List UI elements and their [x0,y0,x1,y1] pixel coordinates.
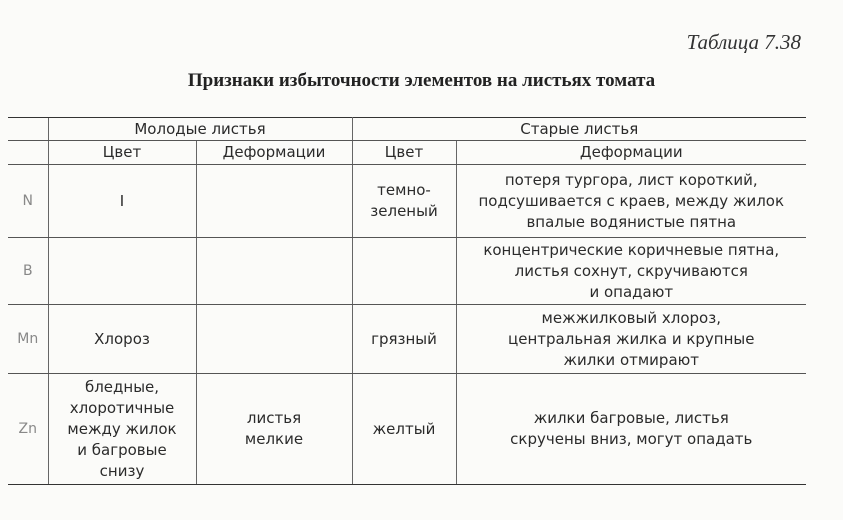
young-color-cell: бледные, хлоротичные между жилок и багровые снизу [48,374,196,485]
old-color-cell: грязный [352,305,456,374]
table-row [8,238,806,305]
old-deformation-cell: межжилковый хлороз, центральная жилка и крупные жилки отмирают [456,305,806,374]
header-old-color: Цвет [352,141,456,165]
old-color-cell: желтый [352,374,456,485]
element-cell: N [8,165,48,238]
header-old-deformation: Деформации [456,141,806,165]
excess-elements-table [8,117,806,485]
young-deformation-cell: листья мелкие [196,374,352,485]
table-title: Признаки избыточности элементов на листьях томата [187,70,656,91]
header-young-color: Цвет [48,141,196,165]
header-row-groups [8,118,806,141]
header-old-leaves: Старые листья [352,118,806,141]
old-deformation-cell: жилки багровые, листья скручены вниз, могут опадать [456,374,806,485]
young-deformation-cell [196,305,352,374]
table-row [8,165,806,238]
young-deformation-cell [196,165,352,238]
header-young-leaves: Молодые листья [48,118,352,141]
young-color-cell: Хлороз [48,305,196,374]
header-row-columns [8,141,806,165]
old-deformation-cell: концентрические коричневые пятна, листья сохнут, скручиваются и опадают [456,238,806,305]
table-caption: Таблица 7.38 [686,30,801,54]
element-cell: Mn [8,305,48,374]
old-color-cell [352,238,456,305]
table-row [8,374,806,485]
young-deformation-cell [196,238,352,305]
young-color-cell: I [48,165,196,238]
old-deformation-cell: потеря тургора, лист короткий, подсушивается с краев, между жилок впалые водянистые пятна [456,165,806,238]
element-cell: Zn [8,374,48,485]
element-cell: B [8,238,48,305]
table-row [8,305,806,374]
header-corner [8,118,48,141]
header-young-deformation: Деформации [196,141,352,165]
young-color-cell [48,238,196,305]
old-color-cell: темно- зеленый [352,165,456,238]
header-corner-2 [8,141,48,165]
